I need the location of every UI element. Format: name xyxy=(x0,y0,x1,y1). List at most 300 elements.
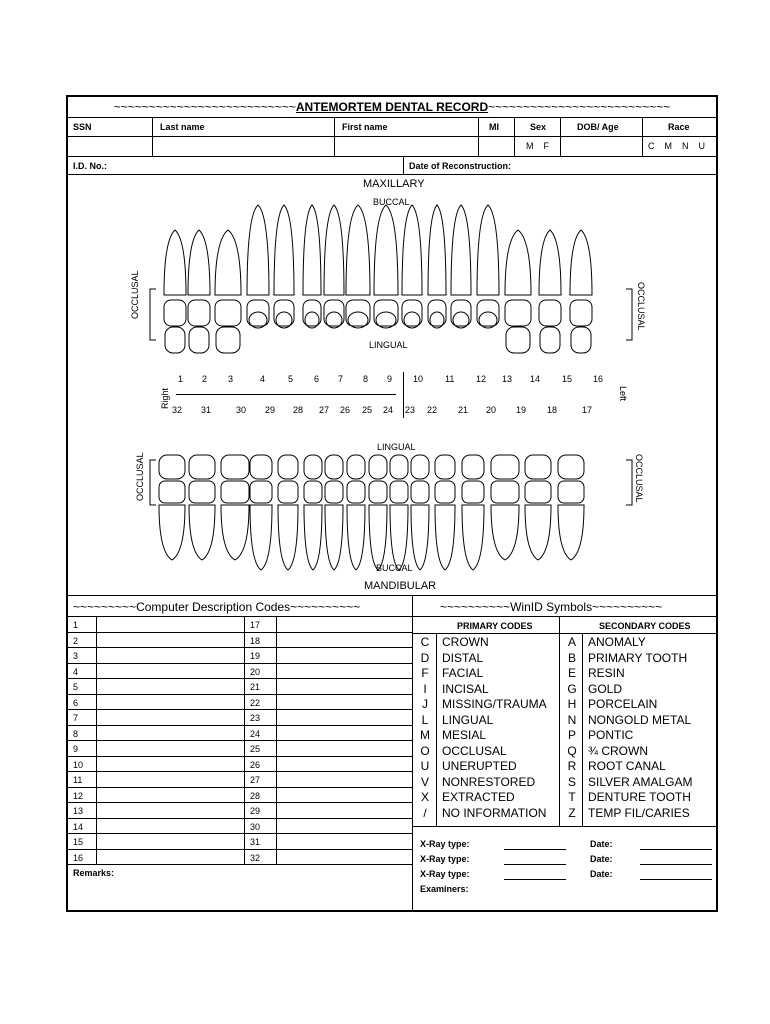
code-input-right[interactable] xyxy=(277,772,411,787)
occlusal-label-lower-left: OCCLUSAL xyxy=(135,452,145,501)
ssn-label: SSN xyxy=(73,122,92,132)
primary-code-desc: FACIAL xyxy=(442,666,484,680)
lower-tooth-buccal xyxy=(390,505,408,570)
winid-divider xyxy=(559,616,560,826)
code-input-right[interactable] xyxy=(277,710,411,725)
code-input-left[interactable] xyxy=(97,772,243,787)
upper-tooth-number: 12 xyxy=(476,374,487,384)
lower-tooth-buccal xyxy=(462,505,484,570)
lower-tooth-buccal xyxy=(221,505,249,560)
upper-tooth-occlusal xyxy=(274,300,294,326)
lower-tooth-buccal xyxy=(325,505,343,570)
secondary-code-desc: DENTURE TOOTH xyxy=(588,790,691,804)
first-name-field[interactable] xyxy=(336,137,478,155)
code-input-right[interactable] xyxy=(277,741,411,756)
lower-tooth-lingual xyxy=(159,455,185,479)
date-1-field[interactable] xyxy=(640,849,712,850)
lower-tooth-occlusal xyxy=(278,481,298,503)
code-input-right[interactable] xyxy=(277,788,411,803)
code-input-right[interactable] xyxy=(277,617,411,632)
primary-code-desc: DISTAL xyxy=(442,650,484,665)
upper-tooth-occlusal xyxy=(477,300,499,326)
code-input-right[interactable] xyxy=(277,648,411,663)
lower-tooth-buccal xyxy=(250,505,272,570)
remarks-field[interactable] xyxy=(70,880,408,910)
code-row-number: 15 xyxy=(73,837,84,847)
lower-tooth-number: 26 xyxy=(340,405,351,415)
primary-code-desc: EXTRACTED xyxy=(442,790,515,804)
code-row-number: 8 xyxy=(73,728,79,739)
divider xyxy=(514,117,515,156)
lower-tooth-buccal xyxy=(411,505,429,570)
code-row-number: 5 xyxy=(73,682,79,692)
code-input-right[interactable] xyxy=(277,726,411,741)
upper-tooth-occlusal xyxy=(215,300,241,326)
upper-tooth-buccal xyxy=(164,230,186,295)
lower-tooth-occlusal xyxy=(525,481,551,503)
upper-tooth-occlusal xyxy=(570,300,592,326)
lower-tooth-lingual xyxy=(411,455,429,479)
xray-type-1-field[interactable] xyxy=(504,849,566,850)
lower-tooth-occlusal xyxy=(435,481,455,503)
code-input-right[interactable] xyxy=(277,757,411,772)
code-input-right[interactable] xyxy=(277,834,411,849)
primary-code-desc: CROWN xyxy=(442,635,489,649)
upper-tooth-number: 1 xyxy=(178,374,184,384)
lower-tooth-lingual xyxy=(325,455,343,479)
teeth-diagram xyxy=(68,175,716,595)
code-input-right[interactable] xyxy=(277,819,411,834)
ssn-field[interactable] xyxy=(69,137,151,155)
primary-code-key: X xyxy=(420,790,429,804)
code-row-number: 23 xyxy=(250,713,261,723)
code-row-number: 19 xyxy=(250,651,261,661)
divider xyxy=(334,117,335,156)
lower-tooth-number: 28 xyxy=(293,405,304,415)
code-row-number: 10 xyxy=(73,759,84,770)
code-input-right[interactable] xyxy=(277,850,411,865)
primary-code-key: D xyxy=(420,650,430,665)
code-row-number: 32 xyxy=(250,852,261,863)
divider xyxy=(403,156,404,174)
code-row-number: 22 xyxy=(250,697,261,708)
divider xyxy=(560,117,561,156)
lower-tooth-buccal xyxy=(369,505,387,570)
lower-tooth-number: 32 xyxy=(172,405,183,415)
dental-record-form xyxy=(66,95,718,912)
code-input-left[interactable] xyxy=(97,695,243,710)
code-row-number: 2 xyxy=(73,635,79,646)
secondary-code-key: Q xyxy=(567,743,577,758)
xray-type-3-field[interactable] xyxy=(504,879,566,880)
upper-tooth-buccal xyxy=(247,205,269,295)
primary-codes-header: PRIMARY CODES xyxy=(457,621,533,631)
secondary-code-key: R xyxy=(567,759,577,773)
lower-tooth-lingual xyxy=(278,455,298,479)
code-input-right[interactable] xyxy=(277,803,411,818)
upper-tooth-lingual xyxy=(571,327,591,353)
upper-tooth-number: 16 xyxy=(593,374,604,384)
primary-code-desc: UNERUPTED xyxy=(442,759,517,773)
code-input-left[interactable] xyxy=(97,803,243,818)
xray-type-3-label: X-Ray type: xyxy=(420,869,470,879)
secondary-code-desc: SILVER AMALGAM xyxy=(588,774,693,789)
code-row-number: 29 xyxy=(250,806,261,816)
lower-tooth-lingual xyxy=(491,455,519,479)
code-input-left[interactable] xyxy=(97,788,243,803)
code-input-right[interactable] xyxy=(277,679,411,694)
lower-tooth-lingual xyxy=(250,455,272,479)
sex-options[interactable]: M F xyxy=(526,141,549,151)
upper-tooth-buccal xyxy=(505,230,531,295)
upper-tooth-buccal xyxy=(215,230,241,295)
code-row-number: 17 xyxy=(250,620,261,630)
mi-field[interactable] xyxy=(480,137,514,155)
primary-code-desc: MESIAL xyxy=(442,728,487,742)
examiners-field[interactable] xyxy=(478,881,708,907)
date-3-field[interactable] xyxy=(640,879,712,880)
lower-tooth-lingual xyxy=(347,455,365,479)
lower-tooth-buccal xyxy=(435,505,455,570)
lower-tooth-number: 25 xyxy=(362,405,373,415)
upper-tooth-lingual xyxy=(506,327,530,353)
id-no-label: I.D. No.: xyxy=(73,161,107,171)
secondary-code-desc: PORCELAIN xyxy=(588,697,658,711)
code-input-left[interactable] xyxy=(97,757,243,772)
race-options[interactable]: C M N U xyxy=(648,141,706,151)
lower-tooth-lingual xyxy=(369,455,387,479)
date-reconstruction-field[interactable] xyxy=(528,157,716,174)
dob-field[interactable] xyxy=(562,137,642,155)
primary-code-key: U xyxy=(420,759,430,773)
computer-codes-title: ~~~~~~~~~Computer Description Codes~~~~~~~~~~ xyxy=(73,600,361,614)
lower-tooth-lingual xyxy=(525,455,551,479)
title-text: ANTEMORTEM DENTAL RECORD xyxy=(295,100,489,114)
lower-tooth-lingual xyxy=(304,455,322,479)
secondary-code-desc: NONGOLD METAL xyxy=(588,712,692,727)
right-label: Right xyxy=(160,387,170,409)
lower-tooth-buccal xyxy=(159,505,185,560)
code-row-number: 11 xyxy=(73,775,83,785)
lower-tooth-occlusal xyxy=(369,481,387,503)
left-label: Left xyxy=(618,386,628,402)
form-title xyxy=(68,100,716,114)
xray-type-2-field[interactable] xyxy=(504,864,566,865)
title-tilde-left: ~~~~~~~~~~~~~~~~~~~~~~~~~~ xyxy=(113,100,296,114)
divider xyxy=(478,117,479,156)
divider xyxy=(96,617,97,865)
lower-tooth-occlusal xyxy=(462,481,484,503)
divider xyxy=(412,633,716,634)
lower-tooth-buccal xyxy=(558,505,584,560)
code-row-number: 24 xyxy=(250,728,261,739)
primary-code-desc: NONRESTORED xyxy=(442,774,536,789)
secondary-code-key: E xyxy=(567,666,576,680)
upper-tooth-number: 6 xyxy=(314,374,320,384)
code-input-left[interactable] xyxy=(97,648,243,663)
secondary-codes-header: SECONDARY CODES xyxy=(599,621,691,631)
upper-tooth-number: 11 xyxy=(445,374,455,384)
code-input-left[interactable] xyxy=(97,664,243,679)
occlusal-bracket-right xyxy=(626,289,632,340)
lingual-top-label: LINGUAL xyxy=(369,340,408,350)
upper-tooth-buccal xyxy=(374,205,398,295)
upper-tooth-lingual xyxy=(189,327,209,353)
first-name-label: First name xyxy=(342,122,388,132)
lower-tooth-buccal xyxy=(278,505,298,570)
primary-code-key: F xyxy=(421,666,429,680)
lower-tooth-lingual xyxy=(390,455,408,479)
secondary-code-desc: PONTIC xyxy=(588,728,634,742)
upper-tooth-buccal xyxy=(303,205,321,295)
upper-tooth-occlusal xyxy=(324,300,344,326)
code-row-number: 18 xyxy=(250,635,261,646)
upper-tooth-number: 13 xyxy=(502,374,513,384)
upper-tooth-number: 3 xyxy=(228,374,234,384)
primary-code-key: O xyxy=(420,743,430,758)
secondary-code-desc: TEMP FIL/CARIES xyxy=(588,805,690,820)
code-input-left[interactable] xyxy=(97,633,243,648)
mi-label: MI xyxy=(489,122,499,132)
code-input-left[interactable] xyxy=(97,741,243,756)
upper-tooth-buccal xyxy=(451,205,471,295)
primary-code-key: J xyxy=(422,697,428,711)
code-row-number: 3 xyxy=(73,651,79,661)
code-row-number: 25 xyxy=(250,744,261,754)
upper-tooth-buccal xyxy=(346,205,370,295)
divider xyxy=(276,617,277,865)
dob-label: DOB/ Age xyxy=(577,122,619,132)
upper-tooth-occlusal xyxy=(346,300,370,326)
lower-tooth-number: 23 xyxy=(405,405,416,415)
secondary-code-key: P xyxy=(567,728,576,742)
secondary-code-desc: ¾ CROWN xyxy=(588,743,648,758)
upper-tooth-occlusal xyxy=(402,300,422,326)
lower-tooth-occlusal xyxy=(304,481,322,503)
secondary-code-key: N xyxy=(567,712,577,727)
lower-tooth-occlusal xyxy=(411,481,429,503)
code-row-number: 1 xyxy=(73,620,79,630)
divider xyxy=(412,826,716,827)
lower-tooth-occlusal xyxy=(159,481,185,503)
lower-tooth-number: 21 xyxy=(458,405,469,415)
lower-tooth-occlusal xyxy=(325,481,343,503)
lower-tooth-occlusal xyxy=(347,481,365,503)
remarks-label: Remarks: xyxy=(73,868,115,878)
race-label: Race xyxy=(668,122,690,132)
upper-tooth-occlusal xyxy=(164,300,186,326)
lower-tooth-buccal xyxy=(304,505,322,570)
divider xyxy=(68,595,716,596)
lower-tooth-number: 24 xyxy=(383,405,394,415)
upper-tooth-occlusal xyxy=(374,300,398,326)
upper-tooth-number: 9 xyxy=(387,374,393,384)
lower-tooth-buccal xyxy=(189,505,215,560)
last-name-label: Last name xyxy=(160,122,205,132)
title-tilde-right: ~~~~~~~~~~~~~~~~~~~~~~~~~~ xyxy=(488,100,671,114)
code-row-number: 9 xyxy=(73,744,79,754)
upper-tooth-occlusal xyxy=(451,300,471,326)
lower-tooth-occlusal xyxy=(390,481,408,503)
occlusal-bracket-left xyxy=(150,460,156,505)
lower-tooth-occlusal xyxy=(250,481,272,503)
id-no-field[interactable] xyxy=(118,157,400,174)
lingual-bottom-label: LINGUAL xyxy=(377,442,416,452)
upper-tooth-buccal xyxy=(324,205,344,295)
upper-tooth-buccal xyxy=(570,230,592,295)
code-row-number: 26 xyxy=(250,759,261,770)
upper-tooth-buccal xyxy=(539,230,561,295)
primary-code-desc: NO INFORMATION xyxy=(442,805,547,820)
lower-tooth-occlusal xyxy=(189,481,215,503)
upper-tooth-number: 2 xyxy=(202,374,208,384)
date-3-label: Date: xyxy=(590,869,613,879)
winid-symbols-title: ~~~~~~~~~~WinID Symbols~~~~~~~~~~ xyxy=(440,600,663,614)
code-input-left[interactable] xyxy=(97,834,243,849)
upper-tooth-lingual xyxy=(216,327,240,353)
secondary-code-desc: GOLD xyxy=(588,681,623,696)
divider xyxy=(244,617,245,865)
lower-tooth-number: 29 xyxy=(265,405,276,415)
upper-tooth-lingual xyxy=(540,327,560,353)
secondary-code-key: B xyxy=(567,650,576,665)
upper-tooth-occlusal xyxy=(247,300,269,326)
upper-tooth-number: 4 xyxy=(260,374,266,384)
occlusal-label-upper-left: OCCLUSAL xyxy=(130,270,140,319)
lower-tooth-number: 22 xyxy=(427,405,438,415)
primary-code-key: / xyxy=(423,805,427,820)
lower-tooth-number: 27 xyxy=(319,405,330,415)
lower-tooth-lingual xyxy=(435,455,455,479)
lower-tooth-lingual xyxy=(189,455,215,479)
primary-code-key: C xyxy=(420,635,430,649)
upper-tooth-number: 7 xyxy=(338,374,344,384)
primary-code-desc: LINGUAL xyxy=(442,712,494,727)
secondary-code-key: G xyxy=(567,681,577,696)
upper-tooth-buccal xyxy=(477,205,499,295)
upper-tooth-number: 5 xyxy=(288,374,294,384)
code-row-number: 14 xyxy=(73,821,84,832)
code-input-left[interactable] xyxy=(97,617,243,632)
lower-tooth-occlusal xyxy=(221,481,249,503)
code-input-left[interactable] xyxy=(97,850,243,865)
upper-tooth-buccal xyxy=(402,205,422,295)
occlusal-label-upper-right: OCCLUSAL xyxy=(636,282,646,331)
primary-code-desc: INCISAL xyxy=(442,681,489,696)
code-input-left[interactable] xyxy=(97,710,243,725)
code-input-left[interactable] xyxy=(97,819,243,834)
upper-tooth-number: 8 xyxy=(363,374,369,384)
buccal-top-label: BUCCAL xyxy=(373,197,410,207)
lower-tooth-number: 31 xyxy=(201,405,212,415)
occlusal-bracket-left xyxy=(150,289,156,340)
code-input-left[interactable] xyxy=(97,726,243,741)
lower-tooth-buccal xyxy=(491,505,519,560)
primary-code-key: L xyxy=(421,712,429,727)
divider xyxy=(582,634,583,826)
code-row-number: 13 xyxy=(73,806,84,816)
code-row-number: 28 xyxy=(250,790,261,801)
upper-tooth-number: 14 xyxy=(530,374,541,384)
maxillary-label: MAXILLARY xyxy=(363,178,425,190)
secondary-code-key: A xyxy=(567,635,576,649)
upper-tooth-buccal xyxy=(274,205,294,295)
secondary-code-key: Z xyxy=(568,805,576,820)
lower-tooth-occlusal xyxy=(491,481,519,503)
upper-tooth-occlusal xyxy=(505,300,531,326)
occlusal-bracket-right xyxy=(626,460,632,505)
code-row-number: 21 xyxy=(250,682,261,692)
primary-code-desc: MISSING/TRAUMA xyxy=(442,697,547,711)
code-row-number: 7 xyxy=(73,713,79,723)
code-input-right[interactable] xyxy=(277,695,411,710)
primary-code-key: V xyxy=(420,774,429,789)
secondary-code-key: S xyxy=(567,774,576,789)
occlusal-label-lower-right: OCCLUSAL xyxy=(634,454,644,503)
secondary-code-desc: RESIN xyxy=(588,666,625,680)
xray-type-2-label: X-Ray type: xyxy=(420,854,470,864)
code-row-number: 6 xyxy=(73,697,79,708)
secondary-code-desc: ANOMALY xyxy=(588,635,646,649)
xray-type-1-label: X-Ray type: xyxy=(420,839,470,849)
code-row-number: 27 xyxy=(250,775,261,785)
upper-tooth-lingual xyxy=(165,327,185,353)
upper-tooth-number: 10 xyxy=(413,374,424,384)
sex-label: Sex xyxy=(530,122,547,132)
lower-tooth-lingual xyxy=(462,455,484,479)
lower-tooth-lingual xyxy=(558,455,584,479)
date-reconstruction-label: Date of Reconstruction: xyxy=(409,161,512,171)
lower-tooth-number: 18 xyxy=(547,405,558,415)
lower-tooth-buccal xyxy=(525,505,551,560)
primary-code-key: M xyxy=(420,728,430,742)
divider xyxy=(68,117,716,118)
upper-tooth-occlusal xyxy=(539,300,561,326)
examiners-label: Examiners: xyxy=(420,884,469,894)
secondary-code-key: T xyxy=(568,790,576,804)
lower-tooth-number: 30 xyxy=(236,405,247,415)
code-row-number: 20 xyxy=(250,666,261,677)
date-1-label: Date: xyxy=(590,839,613,849)
center-divider xyxy=(412,595,413,912)
lower-tooth-lingual xyxy=(221,455,249,479)
primary-code-key: I xyxy=(423,681,427,696)
upper-tooth-number: 15 xyxy=(562,374,573,384)
divider xyxy=(642,117,643,156)
lower-tooth-buccal xyxy=(347,505,365,570)
lower-tooth-occlusal xyxy=(558,481,584,503)
code-row-number: 16 xyxy=(73,852,84,863)
lower-tooth-number: 17 xyxy=(582,405,593,415)
primary-code-desc: OCCLUSAL xyxy=(442,743,507,758)
code-row-number: 31 xyxy=(250,837,261,847)
code-input-left[interactable] xyxy=(97,679,243,694)
divider xyxy=(152,117,153,156)
date-2-label: Date: xyxy=(590,854,613,864)
upper-tooth-buccal xyxy=(428,205,446,295)
secondary-code-desc: PRIMARY TOOTH xyxy=(588,650,688,665)
code-row-number: 30 xyxy=(250,821,261,832)
divider xyxy=(436,634,437,826)
last-name-field[interactable] xyxy=(154,137,334,155)
code-input-right[interactable] xyxy=(277,664,411,679)
upper-tooth-buccal xyxy=(188,230,210,295)
date-2-field[interactable] xyxy=(640,864,712,865)
buccal-bottom-label: BUCCAL xyxy=(376,563,413,573)
upper-tooth-occlusal xyxy=(188,300,210,326)
code-row-number: 4 xyxy=(73,666,79,677)
code-input-right[interactable] xyxy=(277,633,411,648)
